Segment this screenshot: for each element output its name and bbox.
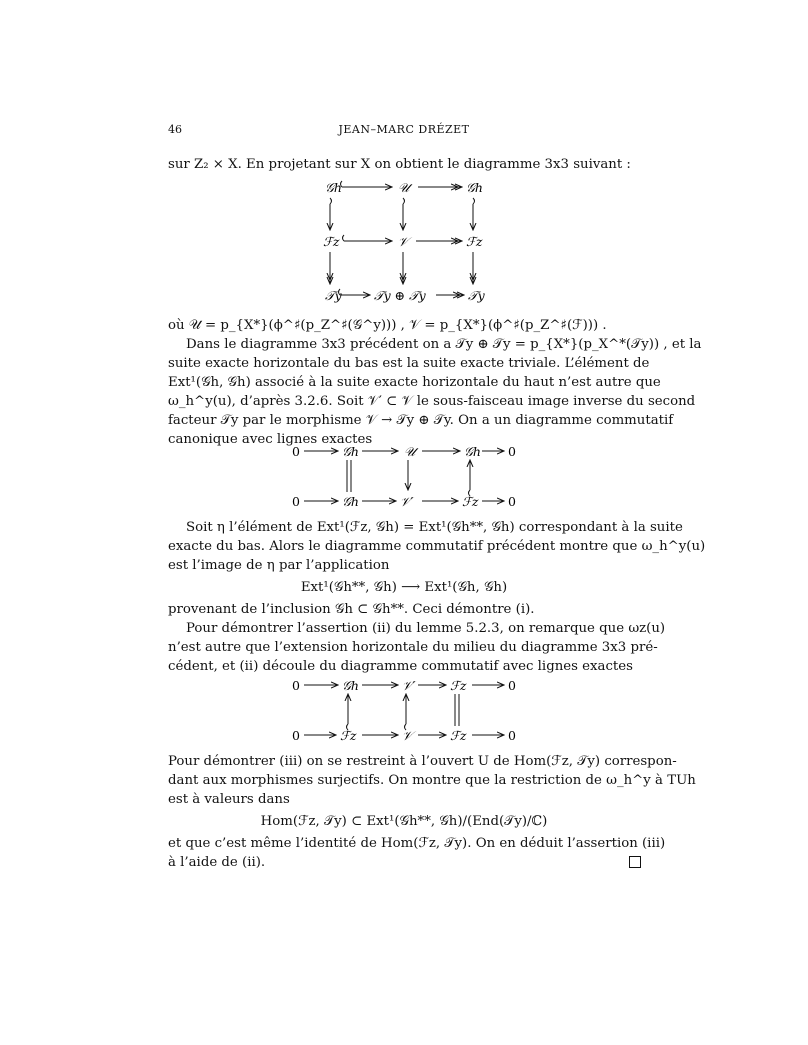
d3-vprime: 𝒱′	[402, 678, 416, 693]
text-line: dant aux morphismes surjectifs. On montre que la restriction de ω_h^y à TUh	[168, 773, 696, 788]
text-line: facteur 𝒯y par le morphisme 𝒱 → 𝒯y ⊕ 𝒯y. On a un diagramme commutatif	[168, 413, 674, 428]
text-line: Pour démontrer l’assertion (ii) du lemme 5.2.3, on remarque que ωz(u)	[186, 621, 666, 636]
diagram-exact-rows-2	[290, 674, 520, 752]
text-line: Soit η l’élément de Ext¹(ℱz, 𝒢h) = Ext¹(𝒢h**, 𝒢h) correspondant à la suite	[186, 520, 683, 535]
text-line: Pour démontrer (iii) on se restreint à l’ouvert U de Hom(ℱz, 𝒯y) correspon-	[168, 754, 677, 769]
text-line: cédent, et (ii) découle du diagramme commutatif avec lignes exactes	[168, 659, 633, 674]
text-line: provenant de l’inclusion 𝒢h ⊂ 𝒢h**. Ceci démontre (i).	[168, 602, 535, 617]
d1-fz-right: ℱz	[466, 234, 483, 249]
d3-zero-3: 0	[292, 728, 300, 743]
text-line: ω_h^y(u), d’après 3.2.6. Soit 𝒱′ ⊂ 𝒱 le sous-faisceau image inverse du second	[168, 394, 696, 409]
diagram-exact-rows-1	[290, 440, 520, 518]
text-line: où 𝒰 = p_{X*}(ϕ^♯(p_Z^♯(𝒢^y))) , 𝒱 = p_{X*}(ϕ^♯(p_Z^♯(ℱ))) .	[168, 318, 607, 333]
d1-arrow-r2a	[343, 235, 393, 241]
d1-fz-left: ℱz	[323, 234, 340, 249]
d1-ty-sum: 𝒯y ⊕ 𝒯y	[374, 288, 426, 303]
d1-u: 𝒰	[398, 180, 410, 195]
d1-gh-left: 𝒢h	[325, 180, 342, 195]
d3-fz-1: ℱz	[450, 678, 467, 693]
d3-zero-4: 0	[508, 728, 516, 743]
text-line: et que c’est même l’identité de Hom(ℱz, 𝒯y). On en déduit l’assertion (iii)	[168, 836, 666, 851]
d1-arrow-c2a	[403, 198, 405, 230]
running-head-author: JEAN–MARC DRÉZET	[338, 123, 470, 136]
text-line: sur Z₂ × X. En projetant sur X on obtient le diagramme 3x3 suivant :	[168, 157, 631, 172]
text-line: suite exacte horizontale du bas est la suite exacte triviale. L’élément de	[168, 356, 650, 371]
d2-gh-1: 𝒢h	[342, 444, 359, 459]
text-line: canonique avec lignes exactes	[168, 432, 373, 447]
text-line: est à valeurs dans	[168, 792, 290, 807]
display-equation: Ext¹(𝒢h**, 𝒢h) ⟶ Ext¹(𝒢h, 𝒢h)	[300, 580, 508, 595]
d1-arrow-c3a	[473, 198, 475, 230]
d3-zero-2: 0	[508, 678, 516, 693]
text-line: à l’aide de (ii).	[168, 855, 266, 870]
d2-zero-3: 0	[292, 494, 300, 509]
d1-arrow-r1a	[341, 181, 393, 187]
d3-v: 𝒱	[402, 728, 413, 743]
d2-u: 𝒰	[404, 444, 416, 459]
d2-gh-3: 𝒢h	[342, 494, 359, 509]
d1-arrow-r3a	[339, 289, 371, 295]
text-line: n’est autre que l’extension horizontale du milieu du diagramme 3x3 pré-	[168, 640, 658, 655]
d2-vprime: 𝒱′	[400, 494, 414, 509]
d1-v: 𝒱	[398, 234, 409, 249]
d2-gh-2: 𝒢h	[464, 444, 481, 459]
page-number: 46	[168, 123, 182, 136]
d3-zero-1: 0	[292, 678, 300, 693]
d2-zero-2: 0	[508, 444, 516, 459]
d1-arrow-c1a	[330, 198, 332, 230]
d3-fz-2: ℱz	[340, 728, 357, 743]
text-line: exacte du bas. Alors le diagramme commutatif précédent montre que ω_h^y(u)	[168, 539, 706, 554]
d2-fz: ℱz	[462, 494, 479, 509]
d2-zero-1: 0	[292, 444, 300, 459]
text-line: Dans le diagramme 3x3 précédent on a 𝒯y ⊕ 𝒯y = p_{X*}(p_X^*(𝒯y)) , et la	[186, 337, 702, 352]
diagram-3x3	[320, 176, 500, 312]
d1-gh-right: 𝒢h	[466, 180, 483, 195]
d3-fz-3: ℱz	[450, 728, 467, 743]
text-line: est l’image de η par l’application	[168, 558, 390, 573]
display-equation: Hom(ℱz, 𝒯y) ⊂ Ext¹(𝒢h**, 𝒢h)/(End(𝒯y)/ℂ)	[260, 814, 548, 829]
d1-ty-right: 𝒯y	[468, 288, 485, 303]
d2-zero-4: 0	[508, 494, 516, 509]
d1-ty-left: 𝒯y	[325, 288, 342, 303]
text-line: Ext¹(𝒢h, 𝒢h) associé à la suite exacte horizontale du haut n’est autre que	[168, 375, 661, 390]
d3-gh: 𝒢h	[342, 678, 359, 693]
qed-symbol	[629, 856, 641, 868]
